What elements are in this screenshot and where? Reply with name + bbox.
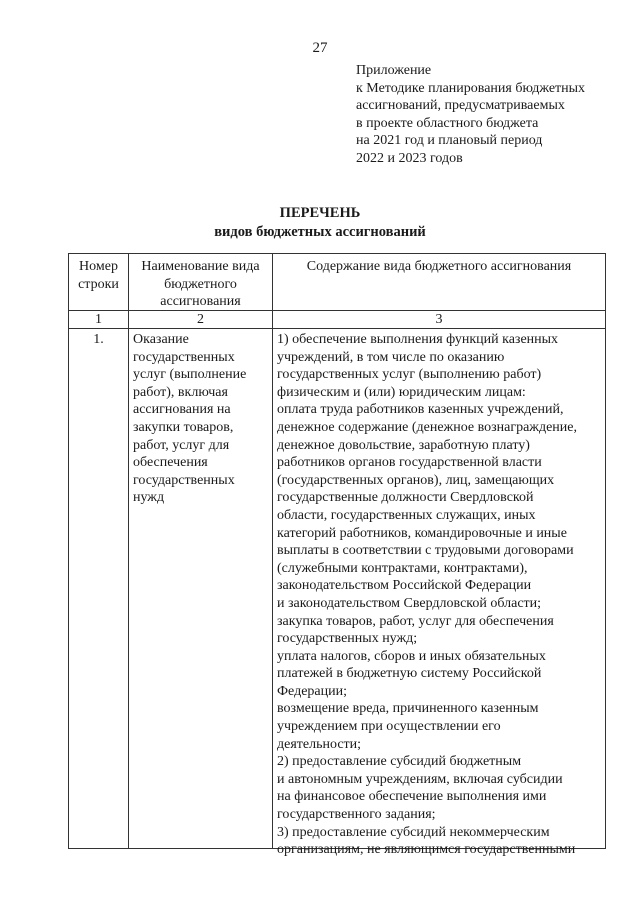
assignments-table	[68, 253, 606, 858]
title-sub: видов бюджетных ассигнований	[214, 224, 426, 240]
header-row-number: Номер строки	[78, 259, 119, 292]
column-number: 1	[95, 312, 102, 327]
header-assignment-content: Содержание вида бюджетного ассигнования	[306, 259, 572, 274]
document-title	[0, 204, 640, 242]
row-assignment-content: 1) обеспечение выполнения функций казенных учреждений, в том числе по оказанию государственных услуг (выполнению работ) физическим и (или) юридическим лицам: оплата труда работников казенных учреждений, денежное содержание (денежное вознаграждение, денежное довольствие, заработную плату) работников органов государственной власти (государственных органов), лиц, замещающих государственные должности Свердловской области, государственных служащих, иных категорий работников, командировочные и иные выплаты в соответствии с трудовыми договорами (служебными контрактами, контрактами), законодательством Российской Федерации и законодательством Свердловской области; закупка товаров, работ, услуг для обеспечения государственных нужд; уплата налогов, сборов и иных обязательных платежей в бюджетную систему Российской Федерации; возмещение вреда, причиненного казенным учреждением при осуществлении его деятельности; 2) предоставление субсидий бюджетным и автономным учреждениям, включая субсидии на финансовое обеспечение выполнения ими государственного задания; 3) предоставление субсидий некоммерческим организациям, не являющимся государственными	[277, 332, 577, 858]
row-assignment-name: Оказание государственных услуг (выполнение работ), включая ассигнования на закупки товаров, работ, услуг для обеспечения государственных нужд	[133, 332, 247, 506]
row-number: 1.	[93, 332, 104, 347]
header-assignment-name: Наименование вида бюджетного ассигнования	[141, 259, 260, 310]
appendix-line: в проекте областного бюджета	[356, 115, 539, 131]
column-divider	[272, 254, 273, 848]
column-number: 2	[197, 312, 204, 327]
appendix-line: 2022 и 2023 годов	[356, 150, 463, 166]
title-main: ПЕРЕЧЕНЬ	[279, 205, 361, 221]
appendix-note	[356, 62, 626, 168]
appendix-line: на 2021 год и плановый период	[356, 133, 543, 149]
column-divider	[128, 254, 129, 848]
appendix-line: Приложение	[356, 63, 432, 78]
column-number: 3	[435, 312, 443, 327]
page-number: 27	[312, 40, 328, 56]
appendix-line: ассигнований, предусматриваемых	[356, 98, 565, 114]
appendix-line: к Методике планирования бюджетных	[356, 80, 586, 96]
